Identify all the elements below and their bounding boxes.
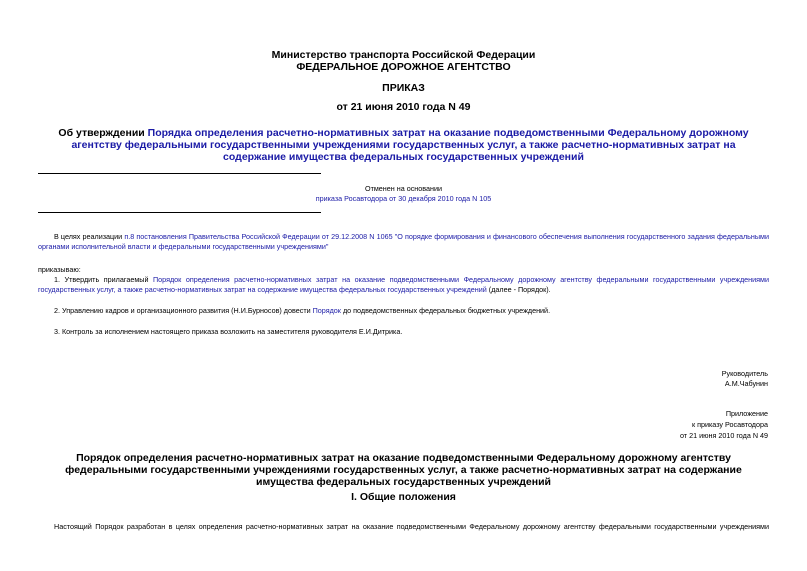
doc-title-prefix: Об утверждении bbox=[58, 127, 148, 139]
order-word: приказываю: bbox=[38, 265, 81, 274]
divider-bottom bbox=[38, 212, 321, 213]
preamble-prefix: В целях реализации bbox=[54, 232, 125, 241]
appendix-line-2: к приказу Росавтодора bbox=[691, 420, 768, 429]
decree-link[interactable]: п.8 постановления Правительства Российской Федерации от 29.12.2008 N 1065 "О порядке формирования и финансового обеспечения выполнения государственного задания федеральными органами исполнительной власти и федеральными государственными учреждениями" bbox=[38, 232, 769, 251]
item-2-prefix: 2. Управлению кадров и организационного развития (Н.И.Бурносов) довести bbox=[54, 306, 313, 315]
doc-date-number: от 21 июня 2010 года N 49 bbox=[336, 101, 471, 113]
item-2 bbox=[54, 306, 769, 316]
doc-title bbox=[40, 127, 767, 163]
repeal-order-link[interactable]: приказа Росавтодора от 30 декабря 2010 года N 105 bbox=[315, 194, 492, 203]
doc-title-link[interactable]: Порядка определения расчетно-нормативных затрат на оказание подведомственными Федеральному дорожному агентству федеральными государственными учреждениями государственных услуг, а также расчетно-нормативных затрат на содержание имущества федеральных государственных учреждений bbox=[71, 127, 749, 163]
agency-name: ФЕДЕРАЛЬНОЕ ДОРОЖНОЕ АГЕНТСТВО bbox=[296, 61, 511, 73]
item-3: 3. Контроль за исполнением настоящего приказа возложить на заместителя руководителя Е.И.Дитрика. bbox=[54, 327, 403, 336]
status-line: Отменен на основании bbox=[364, 184, 442, 193]
item-1-prefix: 1. Утвердить прилагаемый bbox=[54, 275, 154, 284]
item-1 bbox=[38, 275, 769, 295]
item-2-suffix: до подведомственных федеральных бюджетных учреждений. bbox=[340, 306, 551, 315]
status-link-wrap bbox=[0, 194, 807, 204]
doc-type: ПРИКАЗ bbox=[382, 82, 425, 94]
ministry-name: Министерство транспорта Российской Федерации bbox=[271, 49, 536, 61]
appendix-line-1: Приложение bbox=[725, 409, 768, 418]
appendix-title: Порядок определения расчетно-нормативных затрат на оказание подведомственными Федеральному дорожному агентству федеральными государственными учреждениями государственных услуг, а также расчетно-нормативных затрат на содержание имущества федеральных государственных учреждений bbox=[65, 452, 742, 488]
procedure-link[interactable]: Порядок определения расчетно-нормативных затрат на оказание подведомственными Федеральному дорожному агентству федеральными государственными учреждениями государственных услуг, а также расчетно-нормативных затрат на содержание имущества федеральных государственных учреждений bbox=[38, 275, 769, 294]
item-1-suffix: (далее - Порядок). bbox=[486, 285, 551, 294]
section-heading: I. Общие положения bbox=[351, 491, 456, 503]
section-text: Настоящий Порядок разработан в целях определения расчетно-нормативных затрат на оказание подведомственными Федеральному дорожному агентству федеральными государственными учреждениями bbox=[54, 522, 769, 531]
signature-role: Руководитель bbox=[721, 369, 768, 378]
signature-name: А.М.Чабунин bbox=[724, 379, 768, 388]
appendix-line-3: от 21 июня 2010 года N 49 bbox=[679, 431, 768, 440]
preamble-paragraph bbox=[38, 232, 769, 252]
procedure-short-link[interactable]: Порядок bbox=[312, 306, 341, 315]
divider-top bbox=[38, 173, 321, 174]
